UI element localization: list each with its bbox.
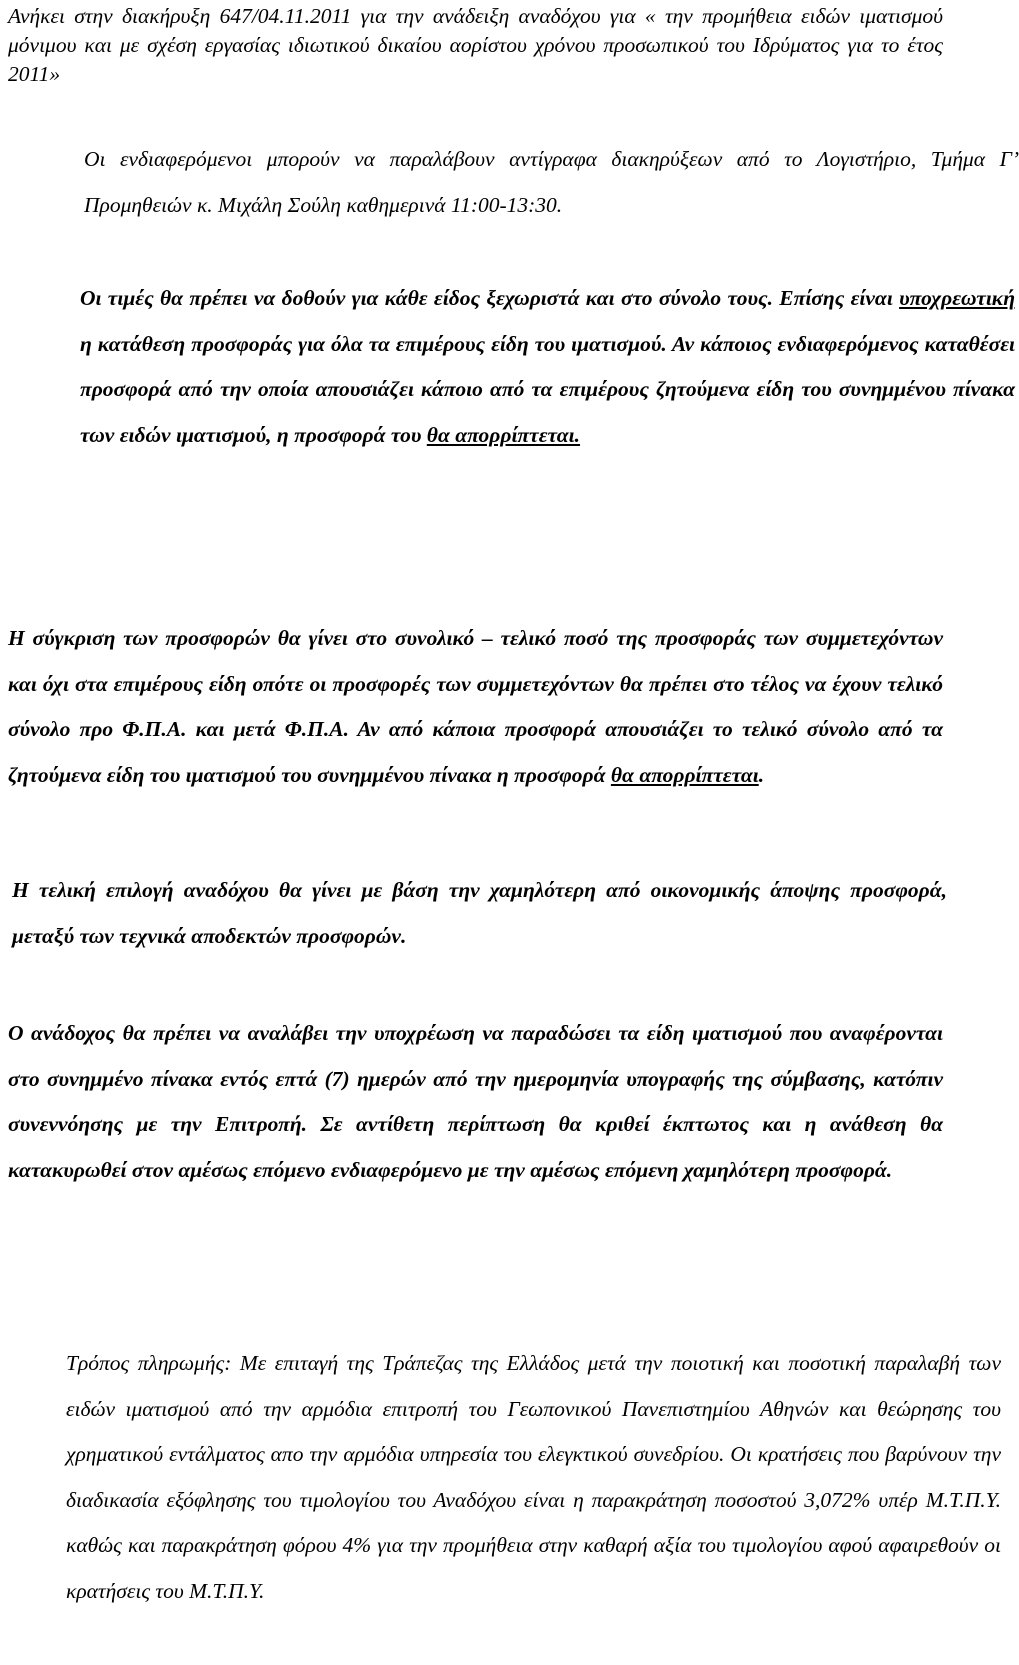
pricing-text-part2: η κατάθεση προσφοράς για όλα τα επιμέρους είδη του ιματισμού. Αν κάποιος ενδιαφερόμενος καταθέσει προσφορά από την οποία απουσιάζει κάποιο από τα επιμέρους ζητούμενα είδη του συνημμένου πίνακα των ειδών ιματισμού, η προσφορά του (80, 331, 1015, 447)
pricing-text-part1: Οι τιμές θα πρέπει να δοθούν για κάθε είδος ξεχωριστά και στο σύνολο τους. Επίσης είναι (80, 286, 900, 310)
rejected-underlined-2: θα απορρίπτεται (610, 762, 759, 787)
tender-reference-paragraph: Ανήκει στην διακήρυξη 647/04.11.2011 για την ανάδειξη αναδόχου για « την προμήθεια ειδών ιματισμού μόνιμου και με σχέση εργασίας ιδιωτικού δικαίου αορίστου χρόνου προσωπικού του Ιδρύματος για το έτος 2011» (8, 4, 943, 86)
payment-method-paragraph: Τρόπος πληρωμής: Με επιταγή της Τράπεζας της Ελλάδος μετά την ποιοτική και ποσοτική παραλαβή των ειδών ιματισμού από την αρμόδια επιτροπή του Γεωπονικού Πανεπιστημίου Αθηνών και θεώρησης του χρηματικού εντάλματος απο την αρμόδια υπηρεσία του ελεγκτικού συνεδρίου. Οι κρατήσεις που βαρύνουν την διαδικασία εξόφλησης του τιμολογίου του Αναδόχου είναι η παρακράτηση ποσοστού 3,072% υπέρ Μ.Τ.Π.Υ. καθώς και παρακράτηση φόρου 4% για την προμήθεια στην καθαρή αξία του τιμολογίου αφού αφαιρεθούν οι κρατήσεις του Μ.Τ.Π.Υ. (66, 1351, 1001, 1603)
rejected-underlined: θα απορρίπτεται. (426, 422, 581, 447)
copies-availability-paragraph: Οι ενδιαφερόμενοι μπορούν να παραλάβουν αντίγραφα διακηρύξεων από το Λογιστήριο, Τμήμα Γ’ Προμηθειών κ. Μιχάλη Σούλη καθημερινά 11:00-13:30. (84, 147, 1019, 217)
pricing-requirements-paragraph (8, 276, 1015, 458)
contractor-selection-paragraph: Η τελική επιλογή αναδόχου θα γίνει με βάση την χαμηλότερη από οικονομικής άποψης προσφορά, μεταξύ των τεχνικά αποδεκτών προσφορών. (12, 878, 947, 948)
delivery-obligation-paragraph: Ο ανάδοχος θα πρέπει να αναλάβει την υποχρέωση να παραδώσει τα είδη ιματισμού που αναφέρονται στο συνημμένο πίνακα εντός επτά (7) ημερών από την ημερομηνία υπογραφής της σύμβασης, κατόπιν συνεννόησης με την Επιτροπή. Σε αντίθετη περίπτωση θα κριθεί έκπτωτος και η ανάθεση θα κατακυρωθεί στον αμέσως επόμενο ενδιαφερόμενο με την αμέσως επόμενη χαμηλότερη προσφορά. (8, 1021, 943, 1182)
comparison-text-part1: Η σύγκριση των προσφορών θα γίνει στο συνολικό – τελικό ποσό της προσφοράς των συμμετεχόντων και όχι στα επιμέρους είδη οπότε οι προσφορές των συμμετεχόντων θα πρέπει στο τέλος να έχουν τελικό σύνολο προ Φ.Π.Α. και μετά Φ.Π.Α. Αν από κάποια προσφορά απουσιάζει το τελικό σύνολο από τα ζητούμενα είδη του ιματισμού του συνημμένου πίνακα η προσφορά (8, 626, 943, 787)
comparison-text-part2: . (758, 762, 765, 787)
mandatory-underlined: υποχρεωτική (899, 286, 1015, 310)
offer-comparison-paragraph (8, 616, 943, 798)
